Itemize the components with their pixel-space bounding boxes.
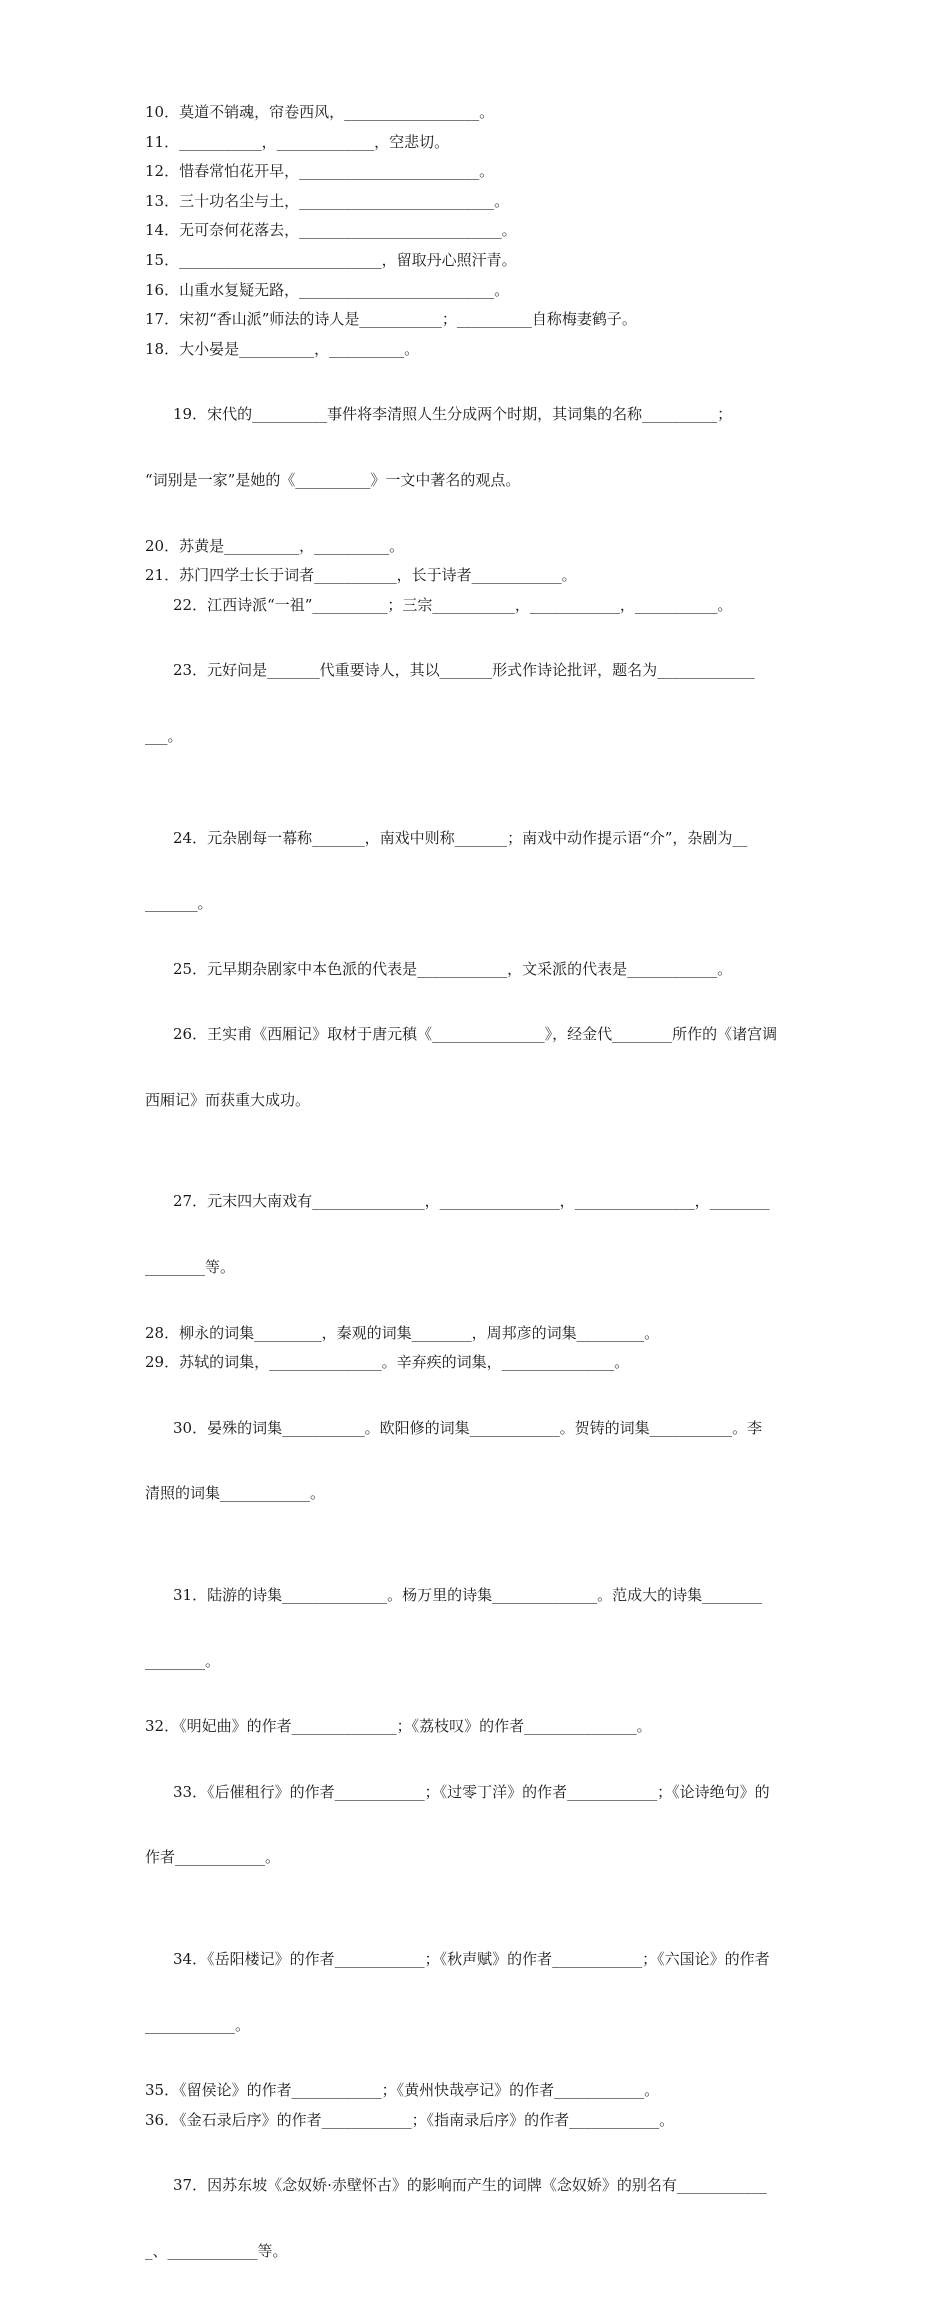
question-line: 36．《金石录后序》的作者____________；《指南录后序》的作者____________。	[145, 2110, 675, 2129]
question-37	[145, 2135, 805, 2302]
question-32	[145, 1712, 805, 1742]
question-line-continued: _______。	[145, 894, 213, 913]
question-line: 37．因苏东坡《念奴娇·赤壁怀古》的影响而产生的词牌《念奴娇》的别名有____________	[173, 2176, 767, 2195]
question-33	[145, 1742, 805, 1909]
question-13	[145, 187, 805, 217]
question-line: 28．柳永的词集_________，秦观的词集________，周邦彦的词集_________。	[145, 1323, 660, 1342]
question-line: 23．元好问是_______代重要诗人，其以_______形式作诗论批评，题名为_____________	[173, 661, 755, 680]
question-line: 22．江西诗派“一祖”__________；三宗___________，____________，___________。	[173, 595, 733, 614]
question-line: 19．宋代的__________事件将李清照人生分成两个时期，其词集的名称__________；	[173, 405, 733, 424]
question-line: 10．莫道不销魂，帘卷西风，__________________。	[145, 103, 495, 121]
question-18	[145, 335, 805, 365]
question-line-continued: 作者____________。	[145, 1848, 281, 1867]
question-34	[145, 1909, 805, 2076]
question-line-continued: “词别是一家”是她的《__________》一文中著名的观点。	[145, 470, 521, 489]
question-20	[145, 532, 805, 562]
question-29	[145, 1348, 805, 1378]
question-line: 26．王实甫《西厢记》取材于唐元稹《_______________》，经金代________所作的《诸宫调	[173, 1025, 778, 1044]
question-24	[145, 788, 805, 955]
question-list	[145, 98, 805, 2303]
question-line-continued: 清照的词集____________。	[145, 1484, 326, 1503]
question-21	[145, 561, 805, 591]
question-line: 12．惜春常怕花开早，________________________。	[145, 162, 495, 181]
question-19	[145, 364, 805, 531]
question-25	[145, 955, 805, 985]
question-17	[145, 305, 805, 335]
question-line: 18．大小晏是__________，__________。	[145, 339, 420, 358]
question-12	[145, 157, 805, 187]
question-line: 17．宋初“香山派”师法的诗人是___________；__________自称梅妻鹤子。	[145, 310, 637, 329]
question-line: 14．无可奈何花落去，___________________________。	[145, 221, 517, 240]
question-line-continued: ________等。	[145, 1258, 236, 1277]
question-line: 13．三十功名尘与土，__________________________。	[145, 191, 510, 210]
question-11	[145, 128, 805, 158]
question-line-continued: ___。	[145, 726, 183, 745]
question-31	[145, 1545, 805, 1712]
question-line: 34．《岳阳楼记》的作者____________；《秋声赋》的作者____________；《六国论》的作者	[173, 1950, 770, 1968]
question-line: 21．苏门四学士长于词者___________，长于诗者____________。	[145, 566, 577, 585]
question-10	[145, 98, 805, 128]
question-line: 16．山重水复疑无路，__________________________。	[145, 280, 510, 299]
question-line-continued: ________。	[145, 1651, 221, 1670]
question-line: 24．元杂剧每一幕称_______，南戏中则称_______；南戏中动作提示语“介”，杂剧为__	[173, 828, 748, 847]
question-16	[145, 276, 805, 306]
question-line: 31．陆游的诗集______________。杨万里的诗集______________。范成大的诗集________	[173, 1586, 763, 1605]
question-line-continued: ____________。	[145, 2015, 251, 2034]
question-line: 25．元早期杂剧家中本色派的代表是____________，文采派的代表是____________。	[173, 959, 733, 978]
question-line-continued: 西厢记》而获重大成功。	[145, 1090, 311, 1109]
question-15	[145, 246, 805, 276]
question-line: 30．晏殊的词集___________。欧阳修的词集____________。贺铸的词集___________。李	[173, 1418, 763, 1437]
question-22	[145, 591, 805, 621]
question-36	[145, 2106, 805, 2136]
question-26	[145, 984, 805, 1151]
question-line: 11．___________，_____________，空悲切。	[145, 132, 450, 151]
question-line: 35．《留侯论》的作者____________；《黄州快哉亭记》的作者____________。	[145, 2081, 660, 2100]
question-line: 15．___________________________，留取丹心照汗青。	[145, 250, 517, 269]
question-line: 27．元末四大南戏有_______________，________________，________________，________	[173, 1192, 770, 1211]
question-27	[145, 1151, 805, 1318]
question-35	[145, 2076, 805, 2106]
question-23	[145, 620, 805, 787]
question-line: 32．《明妃曲》的作者______________；《荔枝叹》的作者_______________。	[145, 1717, 652, 1736]
question-line: 20．苏黄是__________，__________。	[145, 536, 405, 555]
question-line-continued: _、____________等。	[145, 2241, 288, 2260]
question-30	[145, 1378, 805, 1545]
question-14	[145, 216, 805, 246]
question-line: 29．苏轼的词集，_______________。辛弃疾的词集，_______________。	[145, 1353, 630, 1372]
question-line: 33．《后催租行》的作者____________；《过零丁洋》的作者____________；《论诗绝句》的	[173, 1782, 770, 1801]
